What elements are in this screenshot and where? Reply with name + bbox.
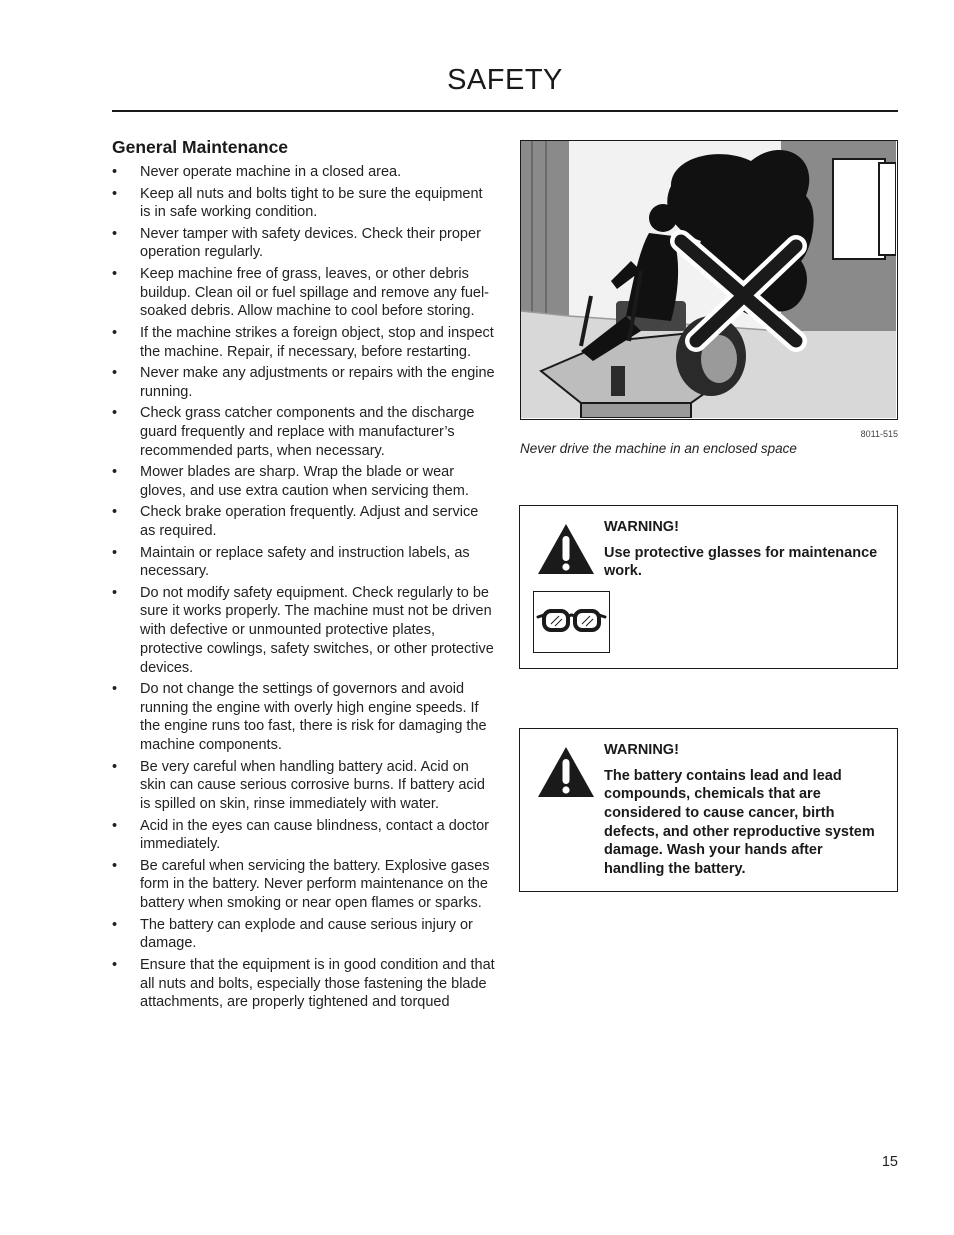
list-item-text: Never operate machine in a closed area.: [140, 164, 402, 180]
bullet-marker: •: [112, 956, 118, 973]
bullet-marker: •: [112, 265, 118, 282]
list-item-text: The battery can explode and cause serious injury or damage.: [140, 916, 473, 952]
section-heading: General Maintenance: [112, 137, 289, 157]
list-item: [112, 584, 497, 678]
title-divider: [112, 110, 898, 112]
list-item: [112, 956, 497, 1012]
list-item: [112, 544, 497, 581]
bullet-marker: •: [112, 164, 118, 180]
list-item: [112, 503, 497, 540]
list-item-text: Never tamper with safety devices. Check their proper operation regularly.: [140, 225, 481, 261]
warning-message: The battery contains lead and lead compounds, chemicals that are considered to cause cancer, birth defects, and other reproductive system damage. Wash your hands after handling the battery.: [604, 767, 875, 878]
warning-triangle-icon: [536, 522, 596, 576]
safety-glasses-icon: [534, 592, 609, 652]
general-maintenance-section: [112, 137, 497, 1015]
list-item-text: If the machine strikes a foreign object, stop and inspect the machine. Repair, if necessary, before restarting.: [140, 324, 494, 360]
bullet-marker: •: [112, 464, 118, 481]
bullet-marker: •: [112, 681, 118, 698]
list-item-text: Acid in the eyes can cause blindness, contact a doctor immediately.: [140, 817, 490, 853]
list-item-text: Keep machine free of grass, leaves, or other debris buildup. Clean oil or fuel spillage and remove any fuel-soaked debris. Allow machine to cool before storing.: [140, 265, 490, 320]
bullet-marker: •: [112, 916, 118, 933]
list-item: [112, 404, 497, 460]
safety-glasses-pictogram: [533, 591, 610, 653]
list-item: [112, 163, 497, 182]
warning-message: Use protective glasses for maintenance work.: [604, 544, 878, 580]
list-item-text: Check brake operation frequently. Adjust and service as required.: [140, 504, 479, 540]
warning-text-block: [604, 741, 884, 879]
bullet-marker: •: [112, 504, 118, 521]
list-item-text: Maintain or replace safety and instruction labels, as necessary.: [140, 544, 470, 580]
list-item: [112, 225, 497, 262]
list-item-text: Keep all nuts and bolts tight to be sure the equipment is in safe working condition.: [140, 185, 483, 221]
list-item-text: Be very careful when handling battery acid. Acid on skin can cause serious corrosive burns. If battery acid is spilled on skin, rinse immediately with water.: [140, 758, 485, 813]
list-item-text: Do not change the settings of governors and avoid running the engine with overly high engine speeds. If the engine runs too fast, there is risk for damaging the machine components.: [140, 681, 487, 754]
list-item: [112, 758, 497, 814]
bullet-marker: •: [112, 758, 118, 775]
bullet-marker: •: [112, 185, 118, 202]
bullet-marker: •: [112, 225, 118, 242]
list-item-text: Mower blades are sharp. Wrap the blade or wear gloves, and use extra caution when servicing them.: [140, 464, 469, 499]
bullet-marker: •: [112, 817, 118, 834]
list-item-text: Check grass catcher components and the discharge guard frequently and replace with manufacturer’s recommended parts, when necessary.: [140, 405, 475, 459]
list-item: [112, 463, 497, 500]
bullet-marker: •: [112, 857, 118, 874]
enclosed-space-illustration: [520, 140, 898, 420]
list-item: [112, 364, 497, 401]
warning-box-battery: [519, 728, 898, 892]
warning-text-block: [604, 518, 884, 581]
list-item: [112, 680, 497, 755]
list-item-text: Do not modify safety equipment. Check regularly to be sure it works properly. The machine must not be driven with defective or unmounted protective plates, protective cowlings, safety switches, or other protective devices.: [140, 584, 494, 676]
exhaust-warning-illustration: [521, 141, 896, 418]
list-item: [112, 265, 497, 321]
bullet-marker: •: [112, 584, 118, 601]
list-item: [112, 916, 497, 953]
figure-code: 8011-515: [860, 429, 898, 439]
warning-label: WARNING!: [604, 742, 679, 758]
warning-label: WARNING!: [604, 519, 679, 535]
bullet-marker: •: [112, 405, 118, 422]
page-title: SAFETY: [447, 64, 563, 96]
warning-box-glasses: [519, 505, 898, 669]
bullet-marker: •: [112, 324, 118, 341]
warning-triangle-icon: [536, 745, 596, 799]
list-item: [112, 857, 497, 913]
maintenance-bullet-list: [112, 163, 497, 1012]
list-item-text: Ensure that the equipment is in good condition and that all nuts and bolts, especially those fastening the blade attachments, are properly tightened and torqued: [140, 956, 495, 1011]
page-number: 15: [881, 1154, 898, 1170]
list-item-text: Never make any adjustments or repairs with the engine running.: [140, 365, 495, 400]
figure-caption: Never drive the machine in an enclosed space: [520, 441, 797, 456]
list-item: [112, 324, 497, 361]
bullet-marker: •: [112, 365, 118, 382]
list-item: [112, 817, 497, 854]
bullet-marker: •: [112, 544, 118, 561]
list-item: [112, 185, 497, 222]
list-item-text: Be careful when servicing the battery. Explosive gases form in the battery. Never perform maintenance on the battery when smoking or near open flames or sparks.: [140, 857, 490, 912]
